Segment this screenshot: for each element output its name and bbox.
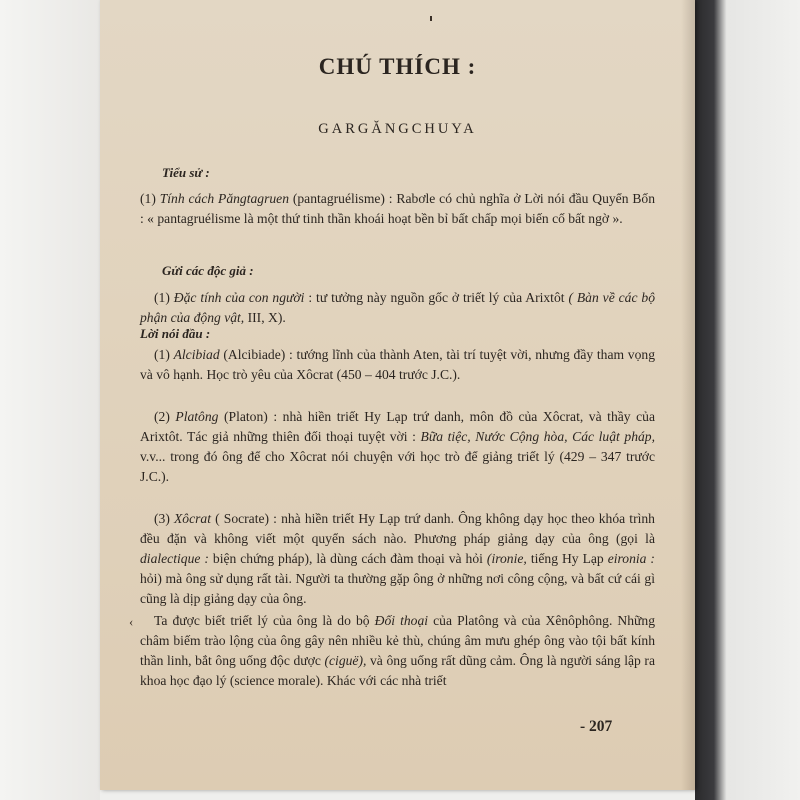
backdrop-left (0, 0, 100, 800)
book-page (100, 0, 695, 790)
section-label-loi-noi-dau: Lời nói đầu : (140, 326, 211, 341)
note-text: (pantagruélisme) : Rabơle có chủ nghĩa ở Lời nói đầu Quyển Bốn : « pantagruélisme là một thứ tinh thần khoái hoạt bền bỉ bất chấp mọi biến cố bất ngờ ». (140, 191, 656, 226)
note-gui-doc-gia-1 (140, 288, 655, 328)
note-text: biện chứng pháp), là dùng cách đàm thoại và hỏi (212, 551, 483, 566)
note-text: hỏi) mà ông sử dụng rất tài. Người ta thường gặp ông ở những nơi công cộng, và bất cứ cái gì cũng là dịp giảng dạy của ông. (140, 571, 655, 606)
note-number: (1) (154, 290, 170, 305)
note-term: Xôcrat (173, 511, 211, 526)
note-text: (Alcibiade) : tướng lĩnh của thành Aten, tài trí tuyệt vời, nhưng đầy tham vọng và vô hạnh. Học trò yêu của Xôcrat (450 – 404 trước J.C.). (140, 347, 655, 382)
note-text: Ta được biết triết lý của ông là do bộ (154, 613, 370, 628)
note-text-end: v.v... trong đó ông để cho Xôcrat nói chuyện với học trò để giảng triết lý (429 – 347 trước J.C.). (140, 449, 655, 484)
section-label-tieu-su: Tiểu sử : (162, 165, 210, 180)
note-term-cigue: (ciguë), (324, 653, 367, 668)
section-label-gui-doc-gia: Gửi các độc giả : (162, 263, 254, 278)
note-term: Đặc tính của con người (173, 290, 305, 305)
note-loi-noi-dau-2 (140, 407, 655, 487)
note-term-eironia: eironia : (607, 551, 655, 566)
note-number: (3) (154, 511, 170, 526)
note-works: Bữa tiệc, Nước Cộng hòa, Các luật pháp, (420, 429, 655, 444)
note-text: của Platông và của Xênôphông. Những châm biếm trào lộng của ông gây nên nhiều kẻ thù, chúng âm mưu ghép ông vào tội bất kính thần linh, bắt ông uống độc dược (140, 613, 655, 668)
note-term-dialectique: dialectique : (140, 551, 209, 566)
note-text: (Platon) : nhà hiền triết Hy Lạp trứ danh, môn đồ của Xôcrat, và thầy của Arixtôt. Tác giả những thiên đối thoại tuyệt vời : (140, 409, 655, 444)
note-term: Tính cách Păngtagruen (159, 191, 289, 206)
chapter-title: GARGĂNGCHUYA (318, 121, 477, 137)
ink-speck (430, 16, 432, 21)
note-loi-noi-dau-3-continued (140, 611, 655, 691)
note-text: tiếng Hy Lạp (530, 551, 604, 566)
note-term: Alcibiad (173, 347, 220, 362)
backdrop-right (695, 0, 800, 800)
note-tieu-su-1 (140, 189, 655, 229)
note-text-end: III, X). (247, 310, 286, 325)
note-text: : tư tưởng này nguồn gốc ở triết lý của Arixtôt (308, 290, 565, 305)
pencil-mark: ‹ (129, 614, 134, 629)
note-work-title: Đối thoại (374, 613, 429, 628)
page-heading: CHÚ THÍCH : (318, 54, 477, 79)
note-term-ironie: (ironie, (486, 551, 527, 566)
note-number: (1) (140, 191, 156, 206)
note-text: ( Socrate) : nhà hiền triết Hy Lạp trứ danh. Ông không dạy học theo khóa trình đều đặn và không viết một quyển sách nào. Phương pháp giảng dạy của ông (gọi là (140, 511, 655, 546)
note-loi-noi-dau-3 (140, 509, 655, 609)
note-reference: ( Bàn về các bộ phận của động vật, (140, 290, 655, 325)
note-number: (1) (154, 347, 170, 362)
note-text: và ông uống rất dũng cảm. Ông là người sáng lập ra khoa học đạo lý (science morale). Khác với các nhà triết (140, 653, 655, 688)
note-loi-noi-dau-1 (140, 345, 655, 385)
page-number: - 207 (580, 718, 613, 735)
note-number: (2) (154, 409, 170, 424)
note-term: Platông (175, 409, 219, 424)
